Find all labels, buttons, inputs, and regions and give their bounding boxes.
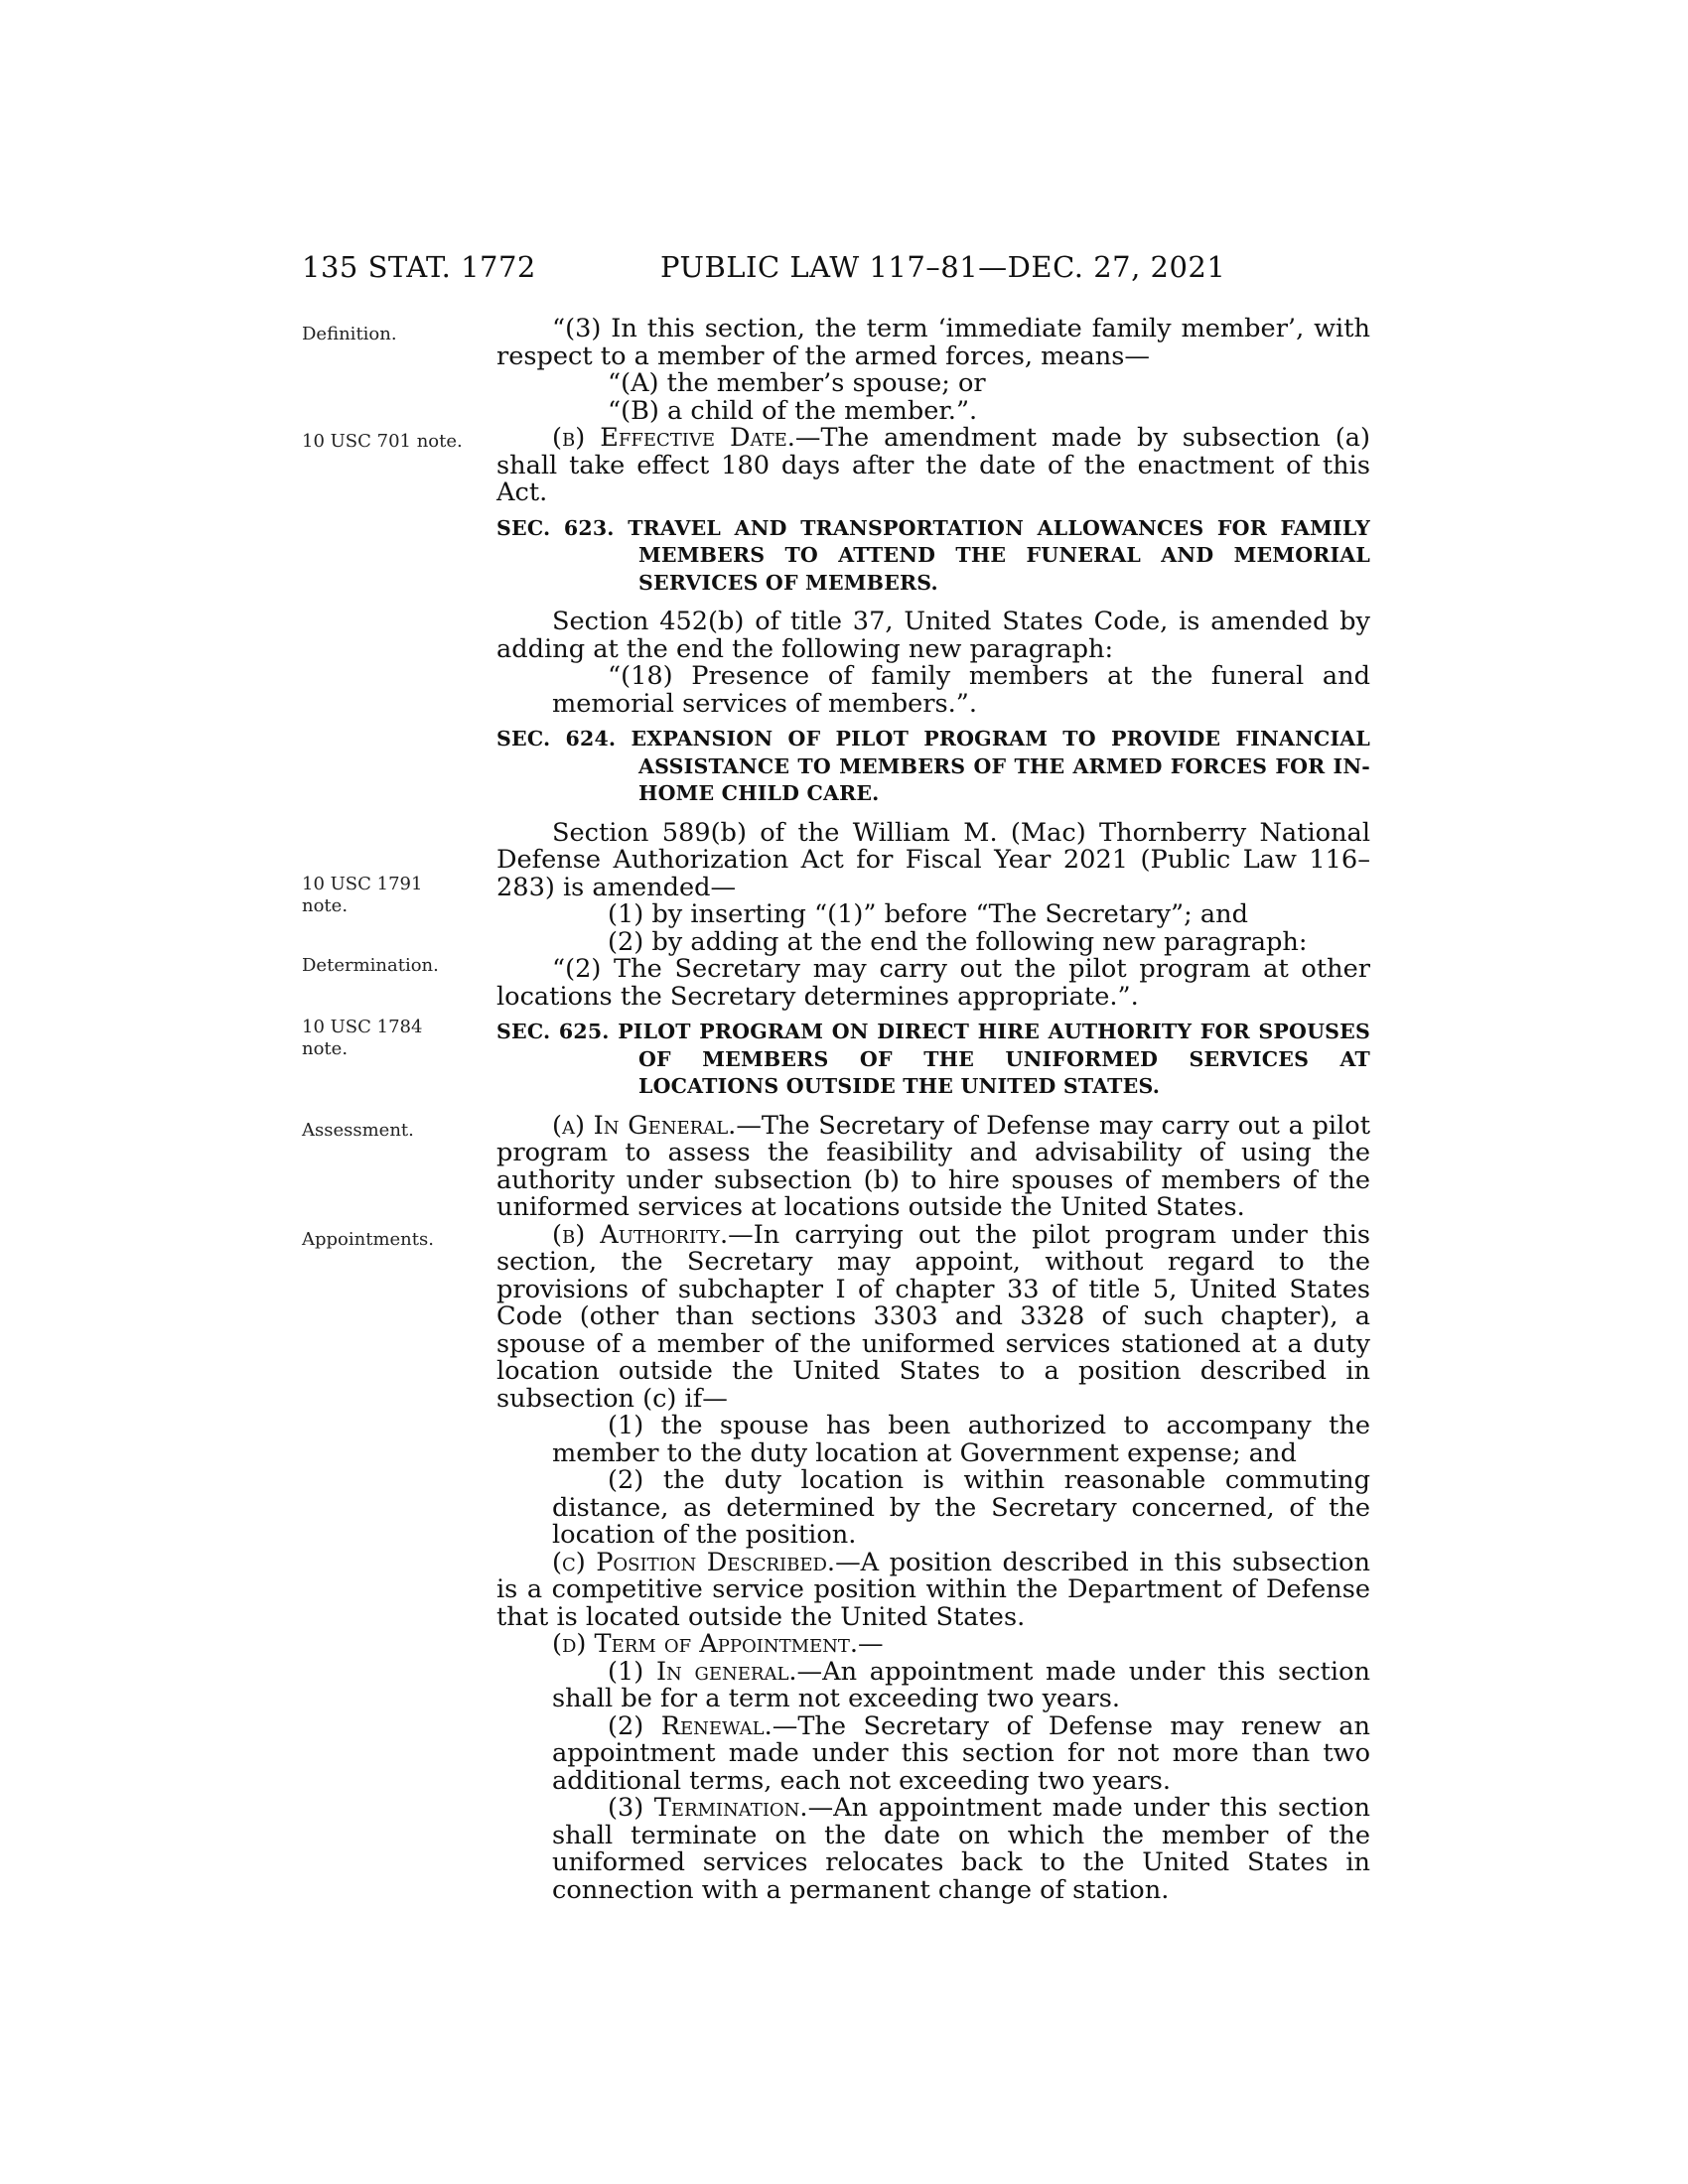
term-of-appointment-dash: — <box>858 1629 884 1659</box>
margin-note-assessment: Assessment. <box>302 1120 414 1141</box>
margin-note-usc-1784-line2: note. <box>302 1038 349 1059</box>
paragraph-term-1 <box>496 1656 1370 1713</box>
margin-note-determination: Determination. <box>302 955 439 976</box>
paragraph-sec623-18: “(18) Presence of family members at the funeral and memorial services of members.”. <box>552 661 1370 719</box>
in-general-heading: (a) In General. <box>552 1110 737 1141</box>
paragraph-sec623: Section 452(b) of title 37, United States Code, is amended by adding at the end the following new paragraph: <box>496 607 1370 664</box>
termination-text: —An appointment made under this section shall terminate on the date on which the member of the uniformed services relocates back to the United States in connection with a permanent change of station. <box>552 1793 1371 1905</box>
margin-note-usc-701: 10 USC 701 note. <box>302 431 463 452</box>
paragraph-definition-b: “(B) a child of the member.”. <box>608 395 978 426</box>
paragraph-authority-2: (2) the duty location is within reasonable commuting distance, as determined by the Secretary concerned, of the location of the position. <box>552 1465 1370 1550</box>
paragraph-sec624-2: (2) by adding at the end the following new paragraph: <box>608 926 1308 957</box>
termination-heading: (3) Termination. <box>608 1793 808 1823</box>
term-in-general-text: —An appointment made under this section shall be for a term not exceeding two years. <box>552 1656 1370 1713</box>
paragraph-position-described <box>496 1547 1371 1632</box>
in-general-text: —The Secretary of Defense may carry out a pilot program to assess the feasibility and advisability of using the authority under subsection (b) to hire spouses of members of the uniformed services at locations outside the United States. <box>496 1110 1370 1222</box>
section-heading-625: SEC. 625. PILOT PROGRAM ON DIRECT HIRE AUTHORITY FOR SPOUSES OF MEMBERS OF THE UNIFORMED SERVICES AT LOCATIONS OUTSIDE THE UNITED STATES. <box>496 1020 1370 1098</box>
margin-note-usc-1791-line1: 10 USC 1791 <box>302 874 423 894</box>
margin-note-usc-1791-line2: note. <box>302 895 349 916</box>
margin-note-usc-1791 <box>302 874 481 917</box>
paragraph-effective-date <box>496 425 1370 507</box>
page-stat-number: 135 STAT. 1772 <box>302 250 536 284</box>
margin-note-appointments: Appointments. <box>302 1229 434 1250</box>
document-body <box>496 316 1370 1904</box>
position-described-heading: (c) Position Described. <box>552 1547 836 1577</box>
effective-date-text: —The amendment made by subsection (a) shall take effect 180 days after the date of the enactment of this Act. <box>496 423 1370 507</box>
paragraph-term-3 <box>496 1795 1370 1904</box>
effective-date-heading: (b) Effective Date. <box>552 423 795 453</box>
margin-note-definition: Definition. <box>302 324 397 344</box>
term-of-appointment-heading: (d) Term of Appointment. <box>552 1629 859 1659</box>
margin-note-usc-1784 <box>302 1017 481 1060</box>
authority-heading: (b) Authority. <box>552 1219 729 1250</box>
section-heading-623: SEC. 623. TRAVEL AND TRANSPORTATION ALLOWANCES FOR FAMILY MEMBERS TO ATTEND THE FUNERAL AND MEMORIAL SERVICES OF MEMBERS. <box>496 515 1370 595</box>
paragraph-authority <box>496 1219 1370 1414</box>
renewal-text: —The Secretary of Defense may renew an appointment made under this section for not more than two additional terms, each not exceeding two years. <box>552 1710 1370 1796</box>
authority-text: —In carrying out the pilot program under this section, the Secretary may appoint, without regard to the provisions of subchapter I of chapter 33 of title 5, United States Code (other than sections 3303 and 3328 of such chapter), a spouse of a member of the uniformed services stationed at a duty location outside the United States to a position described in subsection (c) if— <box>496 1219 1370 1414</box>
paragraph-in-general <box>496 1110 1370 1222</box>
page-running-title: PUBLIC LAW 117–81—DEC. 27, 2021 <box>660 250 1226 284</box>
section-heading-624: SEC. 624. EXPANSION OF PILOT PROGRAM TO PROVIDE FINANCIAL ASSISTANCE TO MEMBERS OF THE ARMED FORCES FOR IN-HOME CHILD CARE. <box>496 727 1370 805</box>
paragraph-sec624-quote: “(2) The Secretary may carry out the pilot program at other locations the Secretary determines appropriate.”. <box>496 954 1370 1012</box>
paragraph-definition: “(3) In this section, the term ‘immediate family member’, with respect to a member of the armed forces, means— <box>496 314 1370 371</box>
paragraph-definition-a: “(A) the member’s spouse; or <box>608 368 986 398</box>
term-in-general-heading: (1) In general. <box>608 1656 797 1687</box>
paragraph-sec624-1: (1) by inserting “(1)” before “The Secretary”; and <box>608 899 1249 929</box>
paragraph-term-2 <box>496 1710 1370 1796</box>
paragraph-sec624: Section 589(b) of the William M. (Mac) Thornberry National Defense Authorization Act for Fiscal Year 2021 (Public Law 116–283) is amended— <box>496 817 1370 902</box>
renewal-heading: (2) Renewal. <box>608 1710 773 1741</box>
paragraph-authority-1: (1) the spouse has been authorized to accompany the member to the duty location at Government expense; and <box>552 1411 1370 1468</box>
paragraph-term-of-appointment <box>496 1631 1370 1659</box>
position-described-text: —A position described in this subsection is a competitive service position within the Department of Defense that is located outside the United States. <box>496 1547 1371 1632</box>
margin-note-usc-1784-line1: 10 USC 1784 <box>302 1017 423 1037</box>
